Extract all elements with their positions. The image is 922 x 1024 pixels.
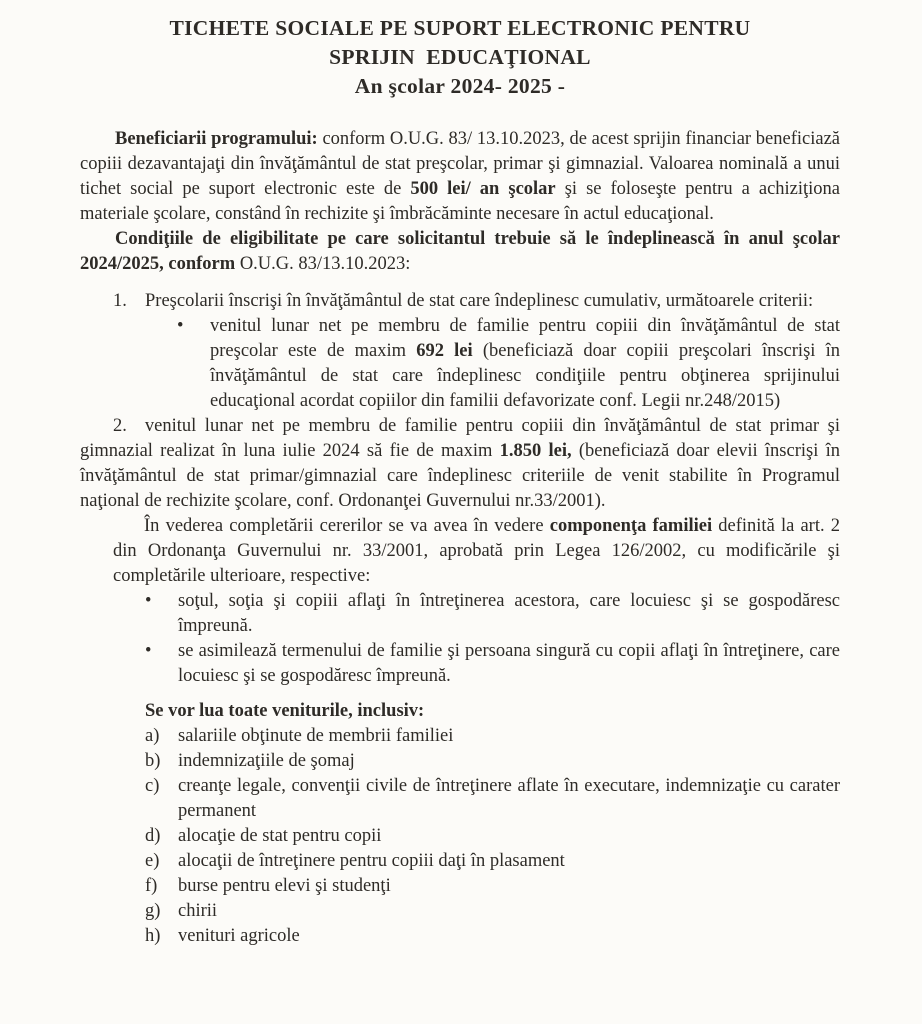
income-item-f xyxy=(80,874,840,899)
bullet-marker: • xyxy=(145,591,152,611)
item-1-marker: 1. xyxy=(113,291,127,311)
income-item-d-marker: d) xyxy=(145,826,161,846)
title-line-3: An şcolar 2024- 2025 - xyxy=(354,74,566,98)
title-line-2: SPRIJIN EDUCAŢIONAL xyxy=(329,45,591,69)
income-item-f-text: burse pentru elevi şi studenţi xyxy=(178,876,391,896)
beneficiarii-label: Beneficiarii programului: xyxy=(115,129,318,149)
income-item-f-marker: f) xyxy=(145,876,158,896)
income-heading: Se vor lua toate veniturile, inclusiv: xyxy=(145,701,425,721)
income-item-h xyxy=(80,924,840,949)
income-item-d xyxy=(80,824,840,849)
beneficiarii-amount: 500 lei/ an şcolar xyxy=(410,179,556,199)
conditii-label: Condiţiile de eligibilitate pe care solicitantul trebuie să le îndeplinească în anul şcolar 2024/2025, conform xyxy=(80,229,840,274)
componenta-text-2: definită la art. 2 din Ordonanţa Guvernului nr. 33/2001, aprobată prin Legea 126/2002, cu modificările şi completările ulterioare, respective: xyxy=(113,516,841,586)
item-1-bullet-text-1: venitul lunar net pe membru de familie pentru copiii din învăţământul de stat preşcolar este de maxim xyxy=(210,316,840,361)
item-1-text: Preşcolarii înscrişi în învăţământul de stat care îndeplinesc cumulativ, următoarele criterii: xyxy=(145,291,814,311)
family-bullet-2 xyxy=(80,639,840,689)
income-item-e-text: alocaţii de întreţinere pentru copiii daţi în plasament xyxy=(178,851,565,871)
conditii-text: O.U.G. 83/13.10.2023: xyxy=(239,254,411,274)
paragraph-conditii xyxy=(80,227,840,277)
income-item-c xyxy=(80,774,840,824)
income-item-g xyxy=(80,899,840,924)
beneficiarii-text-1: conform O.U.G. 83/ 13.10.2023, de acest sprijin financiar beneficiază copiii dezavantajaţi din învăţământul de stat preşcolar, primar şi gimnazial. Valoarea nominală a unui tichet social pe suport electronic este de xyxy=(80,129,840,199)
family-bullet-1-text: soţul, soţia şi copiii aflaţi în întreţinerea acestora, care locuiesc şi se gospodăresc împreună. xyxy=(178,591,840,636)
item-1-bullet xyxy=(80,314,840,414)
income-item-e-marker: e) xyxy=(145,851,160,871)
title-line-1: TICHETE SOCIALE PE SUPORT ELECTRONIC PENTRU xyxy=(169,16,751,40)
income-item-g-text: chirii xyxy=(178,901,218,921)
income-item-a-text: salariile obţinute de membrii familiei xyxy=(178,726,454,746)
numbered-item-1 xyxy=(80,289,840,314)
income-item-b-marker: b) xyxy=(145,751,161,771)
income-item-d-text: alocaţie de stat pentru copii xyxy=(178,826,382,846)
income-item-g-marker: g) xyxy=(145,901,161,921)
item-2-marker: 2. xyxy=(113,416,127,436)
income-item-h-text: venituri agricole xyxy=(178,926,300,946)
paragraph-beneficiarii xyxy=(80,127,840,227)
document-title xyxy=(80,14,840,101)
item-2-text-2: (beneficiază doar elevii înscrişi în învăţământul de stat primar/gimnazial care îndeplinesc criteriile de venit stabilite în Programul naţional de rechizite şcolare, conf. Ordonanţei Guvernului nr.33/2001). xyxy=(80,441,840,511)
bullet-marker: • xyxy=(177,316,184,336)
income-item-c-marker: c) xyxy=(145,776,160,796)
income-item-h-marker: h) xyxy=(145,926,161,946)
componenta-text-1: În vederea completării cererilor se va avea în vedere xyxy=(144,516,550,536)
family-bullet-2-text: se asimilează termenului de familie şi persoana singură cu copii aflaţi în întreţinere, care locuiesc şi se gospodăresc împreună. xyxy=(178,641,840,686)
item-2-amount: 1.850 lei, xyxy=(499,441,572,461)
income-item-a xyxy=(80,724,840,749)
componenta-label: componenţa familiei xyxy=(549,516,713,536)
paragraph-componenta xyxy=(113,514,840,589)
income-item-c-text: creanţe legale, convenţii civile de întreţinere aflate în executare, indemnizaţie cu carater permanent xyxy=(178,776,840,821)
item-2-text-1: venitul lunar net pe membru de familie pentru copiii din învăţământul de stat primar şi gimnazial realizat în luna iulie 2024 să fie de maxim xyxy=(80,416,840,461)
income-item-b-text: indemnizaţiile de şomaj xyxy=(178,751,355,771)
bullet-marker: • xyxy=(145,641,152,661)
beneficiarii-text-2: şi se foloseşte pentru a achiziţiona materiale şcolare, constând în rechizite şi îmbrăcăminte necesare în actul educaţional. xyxy=(80,179,841,224)
item-1-bullet-text-2: (beneficiază doar copiii preşcolari înscrişi în învăţământul de stat care îndeplinesc condiţiile pentru obţinerea sprijinului educaţional acordat copiilor din familii defavorizate conf. Legii nr.248/2015) xyxy=(210,341,840,411)
income-item-a-marker: a) xyxy=(145,726,160,746)
family-bullet-1 xyxy=(80,589,840,639)
income-item-b xyxy=(80,749,840,774)
income-item-e xyxy=(80,849,840,874)
item-1-bullet-amount: 692 lei xyxy=(416,341,473,361)
numbered-item-2 xyxy=(80,414,840,514)
